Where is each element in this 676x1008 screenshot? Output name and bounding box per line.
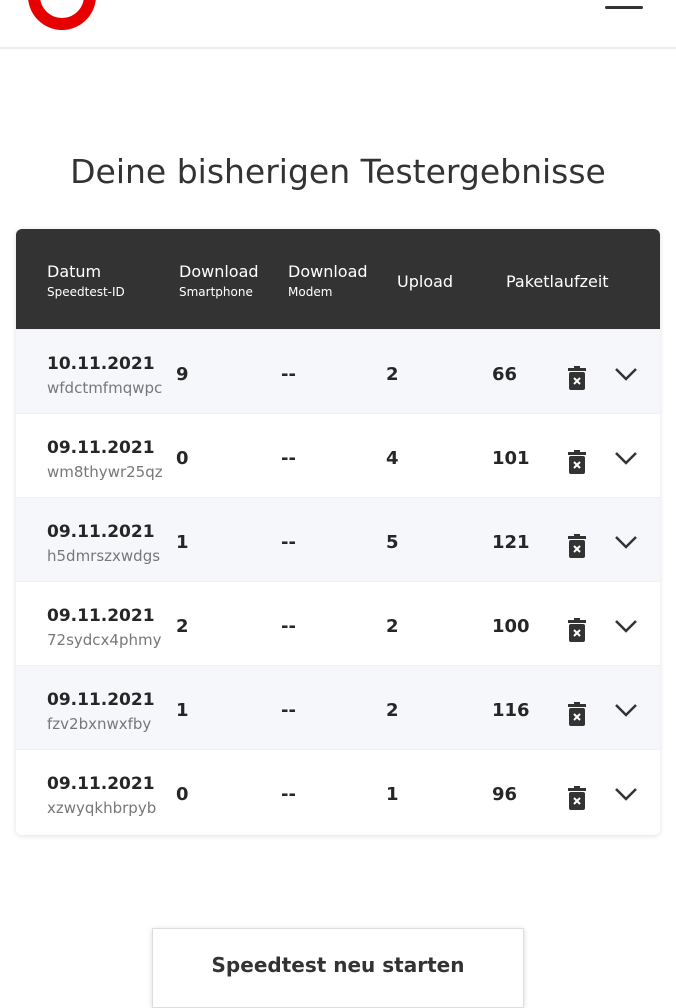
chevron-down-icon[interactable] — [614, 702, 638, 718]
delete-icon[interactable] — [568, 786, 586, 810]
vodafone-logo[interactable] — [28, 0, 96, 30]
speedtest-id: fzv2bxnwxfby — [47, 715, 152, 733]
table-header — [16, 229, 660, 329]
download-modem: -- — [281, 532, 296, 553]
delete-icon[interactable] — [568, 366, 586, 390]
download-modem: -- — [281, 784, 296, 805]
paketlaufzeit: 96 — [492, 784, 518, 805]
download-smartphone: 0 — [176, 448, 189, 469]
col-download-smartphone: Download Smartphone — [179, 262, 259, 299]
chevron-down-icon[interactable] — [614, 618, 638, 634]
speedtest-id: wm8thywr25qz — [47, 463, 163, 481]
test-date: 09.11.2021 — [47, 606, 155, 626]
col-upload: Upload — [397, 272, 454, 291]
delete-icon[interactable] — [568, 534, 586, 558]
col-paketlaufzeit: Paketlaufzeit — [506, 272, 609, 291]
speedtest-id: xzwyqkhbrpyb — [47, 799, 157, 817]
table-row — [16, 665, 660, 749]
speedtest-id: h5dmrszxwdgs — [47, 547, 161, 565]
hamburger-menu-icon[interactable] — [605, 6, 643, 9]
download-modem: -- — [281, 700, 296, 721]
download-modem: -- — [281, 448, 296, 469]
download-modem: -- — [281, 364, 296, 385]
table-row — [16, 497, 660, 581]
test-date: 09.11.2021 — [47, 438, 155, 458]
upload: 2 — [386, 700, 399, 721]
chevron-down-icon[interactable] — [614, 534, 638, 550]
download-smartphone: 9 — [176, 364, 189, 385]
paketlaufzeit: 116 — [492, 700, 530, 721]
upload: 2 — [386, 364, 399, 385]
upload: 5 — [386, 532, 399, 553]
download-smartphone: 1 — [176, 532, 189, 553]
col-date: Datum Speedtest-ID — [47, 262, 125, 299]
download-smartphone: 2 — [176, 616, 189, 637]
restart-speedtest-button[interactable]: Speedtest neu starten — [152, 928, 524, 1008]
chevron-down-icon[interactable] — [614, 450, 638, 466]
paketlaufzeit: 101 — [492, 448, 530, 469]
table-row — [16, 413, 660, 497]
table-row — [16, 329, 660, 413]
top-bar — [0, 0, 676, 49]
table-row — [16, 581, 660, 665]
speedtest-id: wfdctmfmqwpc — [47, 379, 163, 397]
upload: 4 — [386, 448, 399, 469]
speedtest-id: 72sydcx4phmy — [47, 631, 162, 649]
chevron-down-icon[interactable] — [614, 786, 638, 802]
test-date: 09.11.2021 — [47, 690, 155, 710]
paketlaufzeit: 121 — [492, 532, 530, 553]
results-table — [16, 229, 660, 835]
delete-icon[interactable] — [568, 450, 586, 474]
download-smartphone: 0 — [176, 784, 189, 805]
page-title: Deine bisherigen Testergebnisse — [70, 152, 606, 191]
col-download-modem: Download Modem — [288, 262, 368, 299]
download-smartphone: 1 — [176, 700, 189, 721]
paketlaufzeit: 66 — [492, 364, 518, 385]
test-date: 09.11.2021 — [47, 522, 155, 542]
test-date: 09.11.2021 — [47, 774, 155, 794]
table-row — [16, 749, 660, 833]
download-modem: -- — [281, 616, 296, 637]
delete-icon[interactable] — [568, 618, 586, 642]
test-date: 10.11.2021 — [47, 354, 155, 374]
paketlaufzeit: 100 — [492, 616, 530, 637]
upload: 2 — [386, 616, 399, 637]
chevron-down-icon[interactable] — [614, 366, 638, 382]
upload: 1 — [386, 784, 399, 805]
delete-icon[interactable] — [568, 702, 586, 726]
